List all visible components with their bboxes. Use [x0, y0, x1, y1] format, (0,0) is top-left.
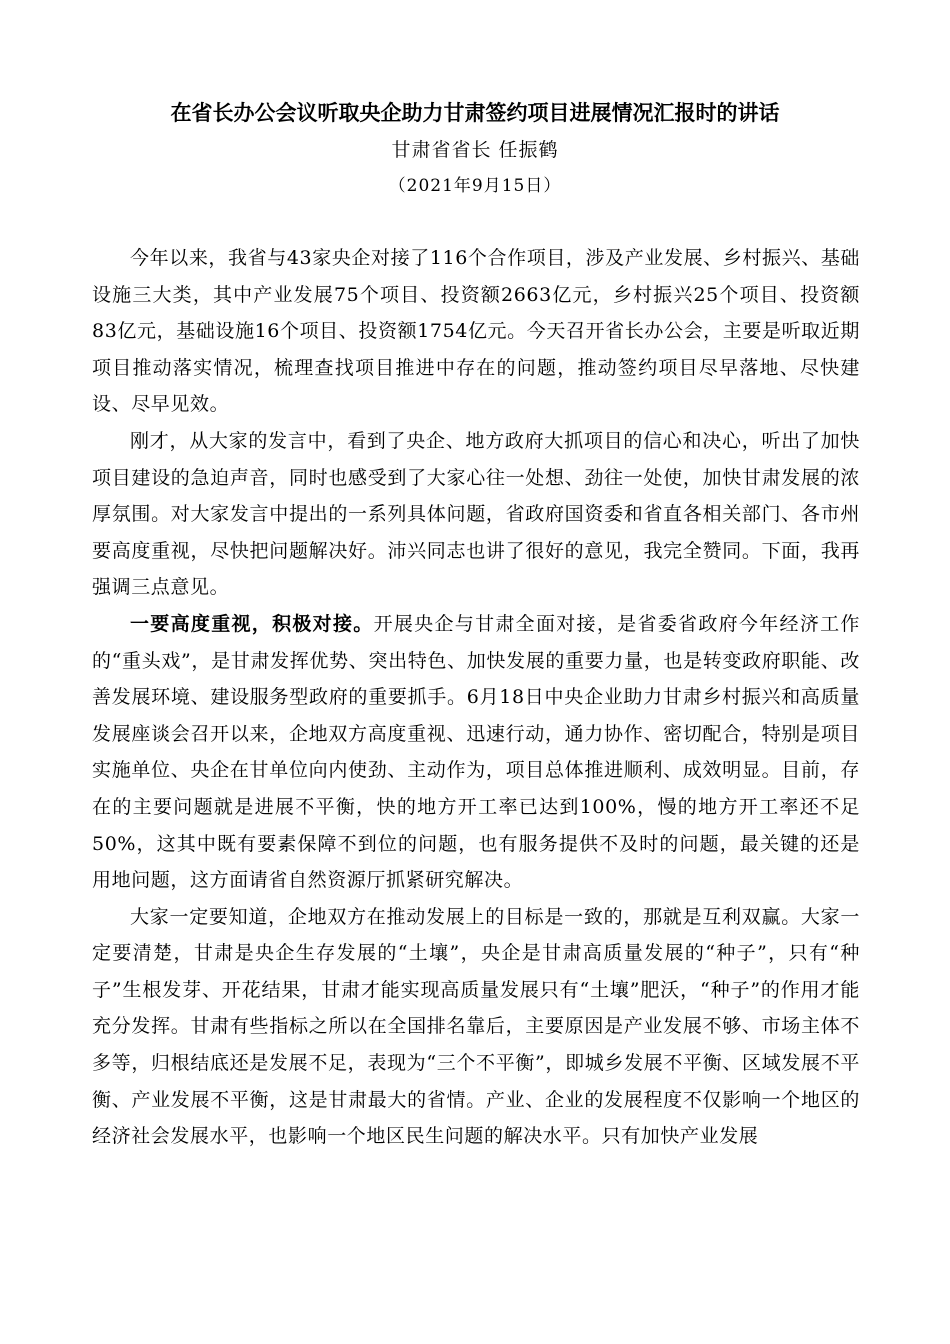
document-title: 在省长办公会议听取央企助力甘肃签约项目进展情况汇报时的讲话	[170, 100, 780, 125]
paragraph-1	[92, 240, 860, 423]
paragraph-text: 大家一定要知道，企地双方在推动发展上的目标是一致的，那就是互利双赢。大家一定要清楚，甘肃是央企生存发展的“土壤”，央企是甘肃高质量发展的“种子”，只有“种子”生根发芽、开花结果，甘肃才能实现高质量发展只有“土壤”肥沃，“种子”的作用才能充分发挥。甘肃有些指标之所以在全国排名靠后，主要原因是产业发展不够、市场主体不多等，归根结底还是发展不足，表现为“三个不平衡”，即城乡发展不平衡、区域发展不平衡、产业发展不平衡，这是甘肃最大的省情。产业、企业的发展程度不仅影响一个地区的经济社会发展水平，也影响一个地区民生问题的解决水平。只有加快产业发展	[92, 905, 860, 1148]
paragraph-text: 刚才，从大家的发言中，看到了央企、地方政府大抓项目的信心和决心，听出了加快项目建设的急迫声音，同时也感受到了大家心往一处想、劲往一处使，加快甘肃发展的浓厚氛围。对大家发言中提出的一系列具体问题，省政府国资委和省直各相关部门、各市州要高度重视，尽快把问题解决好。沛兴同志也讲了很好的意见，我完全赞同。下面，我再强调三点意见。	[92, 429, 860, 599]
paragraph-lead: 一要高度重视，积极对接。	[130, 612, 374, 635]
paragraph-text: 今年以来，我省与43家央企对接了116个合作项目，涉及产业发展、乡村振兴、基础设施三大类，其中产业发展75个项目、投资额2663亿元，乡村振兴25个项目、投资额83亿元，基础设施16个项目、投资额1754亿元。今天召开省长办公会，主要是听取近期项目推动落实情况，梳理查找项目推进中存在的问题，推动签约项目尽早落地、尽快建设、尽早见效。	[92, 247, 860, 416]
paragraph-text: 开展央企与甘肃全面对接，是省委省政府今年经济工作的“重头戏”，是甘肃发挥优势、突出特色、加快发展的重要力量，也是转变政府职能、改善发展环境、建设服务型政府的重要抓手。6月18日中央企业助力甘肃乡村振兴和高质量发展座谈会召开以来，企地双方高度重视、迅速行动，通力协作、密切配合，特别是项目实施单位、央企在甘单位向内使劲、主动作为，项目总体推进顺利、成效明显。目前，存在的主要问题就是进展不平衡，快的地方开工率已达到100%，慢的地方开工率还不足50%，这其中既有要素保障不到位的问题，也有服务提供不及时的问题，最关键的还是用地问题，这方面请省自然资源厅抓紧研究解决。	[92, 612, 861, 892]
paragraph-2	[92, 423, 860, 606]
document-date: （2021年9月15日）	[388, 176, 562, 196]
document-body	[92, 240, 860, 1155]
paragraph-3	[92, 606, 860, 899]
document-author: 甘肃省省长 任振鹤	[391, 139, 559, 161]
paragraph-4	[92, 899, 860, 1155]
